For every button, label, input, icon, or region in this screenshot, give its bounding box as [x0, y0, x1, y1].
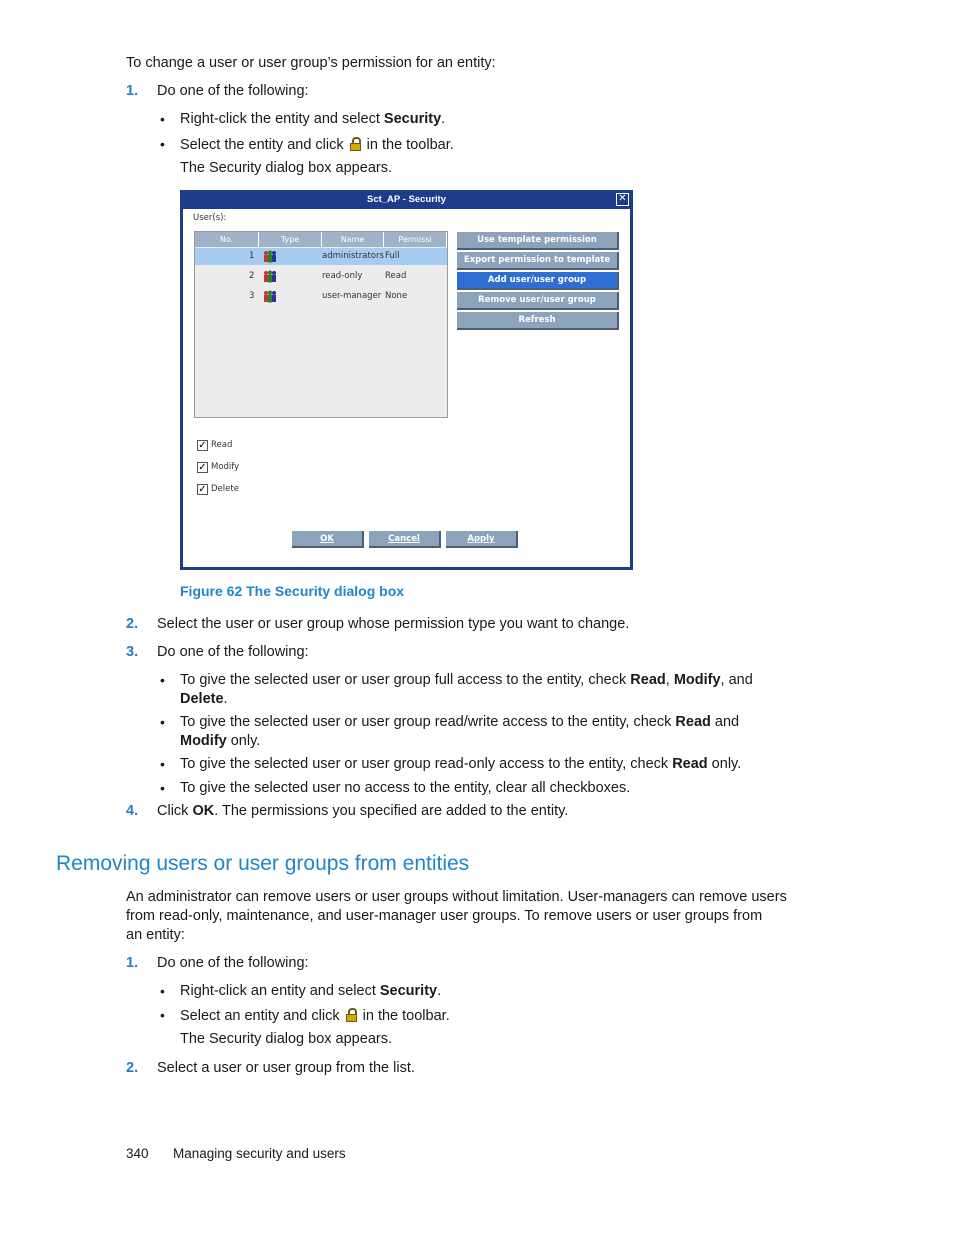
- bullet-text: Select an entity and click in the toolbar.: [180, 1008, 450, 1024]
- step-number: 3.: [126, 644, 139, 660]
- table-row[interactable]: [195, 268, 447, 285]
- lock-icon: [350, 137, 361, 151]
- step-text: Do one of the following:: [157, 955, 309, 971]
- row-name: user-manager: [322, 291, 382, 301]
- step-text: Do one of the following:: [157, 644, 309, 660]
- modify-checkbox[interactable]: ✓: [198, 462, 207, 473]
- row-no: 3: [249, 291, 255, 301]
- column-header[interactable]: Name: [322, 232, 384, 247]
- list-header: [195, 232, 447, 247]
- refresh-button[interactable]: Refresh: [457, 312, 619, 330]
- bullet-text: To give the selected user or user group read-only access to the entity, check Read only.: [180, 756, 742, 772]
- row-name: read-only: [322, 271, 363, 281]
- apply-button[interactable]: Apply: [446, 531, 518, 548]
- paragraph-line: from read-only, maintenance, and user-manager user groups. To remove users or user groups from: [126, 908, 763, 924]
- ok-button[interactable]: OK: [292, 531, 364, 548]
- table-row[interactable]: [195, 248, 447, 265]
- row-name: administrators: [322, 251, 384, 261]
- step-text: Do one of the following:: [157, 83, 309, 99]
- cancel-button[interactable]: Cancel: [369, 531, 441, 548]
- bullet-text: To give the selected user no access to the entity, clear all checkboxes.: [180, 780, 631, 796]
- row-permission: Read: [385, 271, 407, 281]
- bullet: •: [160, 983, 165, 999]
- row-no: 2: [249, 271, 255, 281]
- user-group-icon: [263, 290, 277, 303]
- column-header[interactable]: Type: [259, 232, 322, 247]
- bullet-text: To give the selected user or user group read/write access to the entity, check Read and: [180, 714, 740, 730]
- bullet-text: Right-click the entity and select Security.: [180, 111, 446, 127]
- step-text: Select the user or user group whose permission type you want to change.: [157, 616, 630, 632]
- user-group-icon: [263, 270, 277, 283]
- result-text: The Security dialog box appears.: [180, 1031, 392, 1047]
- bullet-text: Right-click an entity and select Security.: [180, 983, 442, 999]
- bullet: •: [160, 1007, 165, 1023]
- read-checkbox-label: Read: [211, 440, 233, 450]
- add-user-group-button[interactable]: Add user/user group: [457, 272, 619, 290]
- bullet-text: To give the selected user or user group full access to the entity, check Read, Modify, and: [180, 672, 753, 688]
- export-permission-button[interactable]: Export permission to template: [457, 252, 619, 270]
- bullet-text: Select the entity and click in the toolbar.: [180, 137, 454, 153]
- row-permission: Full: [385, 251, 400, 261]
- delete-checkbox-label: Delete: [211, 484, 239, 494]
- footer-title: Managing security and users: [173, 1146, 346, 1161]
- row-no: 1: [249, 251, 255, 261]
- bullet: •: [160, 714, 165, 730]
- intro-text: To change a user or user group’s permission for an entity:: [126, 55, 496, 71]
- security-dialog: [180, 190, 633, 570]
- delete-checkbox[interactable]: ✓: [198, 484, 207, 495]
- remove-user-group-button[interactable]: Remove user/user group: [457, 292, 619, 310]
- step-text: Click OK. The permissions you specified are added to the entity.: [157, 803, 569, 819]
- section-heading: Removing users or user groups from entities: [56, 852, 470, 875]
- bullet: •: [160, 136, 165, 152]
- dialog-title: Sct_AP - Security: [366, 194, 447, 205]
- bullet-text-continued: Delete.: [180, 691, 228, 707]
- users-label: User(s):: [193, 213, 227, 223]
- user-group-icon: [263, 250, 277, 263]
- dialog-body: [183, 209, 630, 567]
- bullet: •: [160, 756, 165, 772]
- bullet: •: [160, 111, 165, 127]
- users-list[interactable]: [194, 231, 448, 418]
- row-permission: None: [385, 291, 408, 301]
- column-header[interactable]: No.: [195, 232, 259, 247]
- close-icon[interactable]: ✕: [616, 193, 629, 206]
- paragraph-line: an entity:: [126, 927, 185, 943]
- table-row[interactable]: [195, 288, 447, 305]
- step-text: Select a user or user group from the list.: [157, 1060, 415, 1076]
- column-header[interactable]: Permissi: [384, 232, 447, 247]
- bullet: •: [160, 672, 165, 688]
- step-number: 2.: [126, 616, 139, 632]
- page-number: 340: [126, 1146, 149, 1161]
- bullet: •: [160, 780, 165, 796]
- step-number: 2.: [126, 1060, 139, 1076]
- bullet-text-continued: Modify only.: [180, 733, 261, 749]
- figure-caption: Figure 62 The Security dialog box: [180, 583, 405, 599]
- read-checkbox[interactable]: ✓: [198, 440, 207, 451]
- result-text: The Security dialog box appears.: [180, 160, 392, 176]
- step-number: 4.: [126, 803, 139, 819]
- lock-icon: [346, 1008, 357, 1022]
- paragraph-line: An administrator can remove users or user groups without limitation. User-managers can remove users: [126, 889, 787, 905]
- modify-checkbox-label: Modify: [211, 462, 240, 472]
- step-number: 1.: [126, 83, 139, 99]
- use-template-permission-button[interactable]: Use template permission: [457, 232, 619, 250]
- step-number: 1.: [126, 955, 139, 971]
